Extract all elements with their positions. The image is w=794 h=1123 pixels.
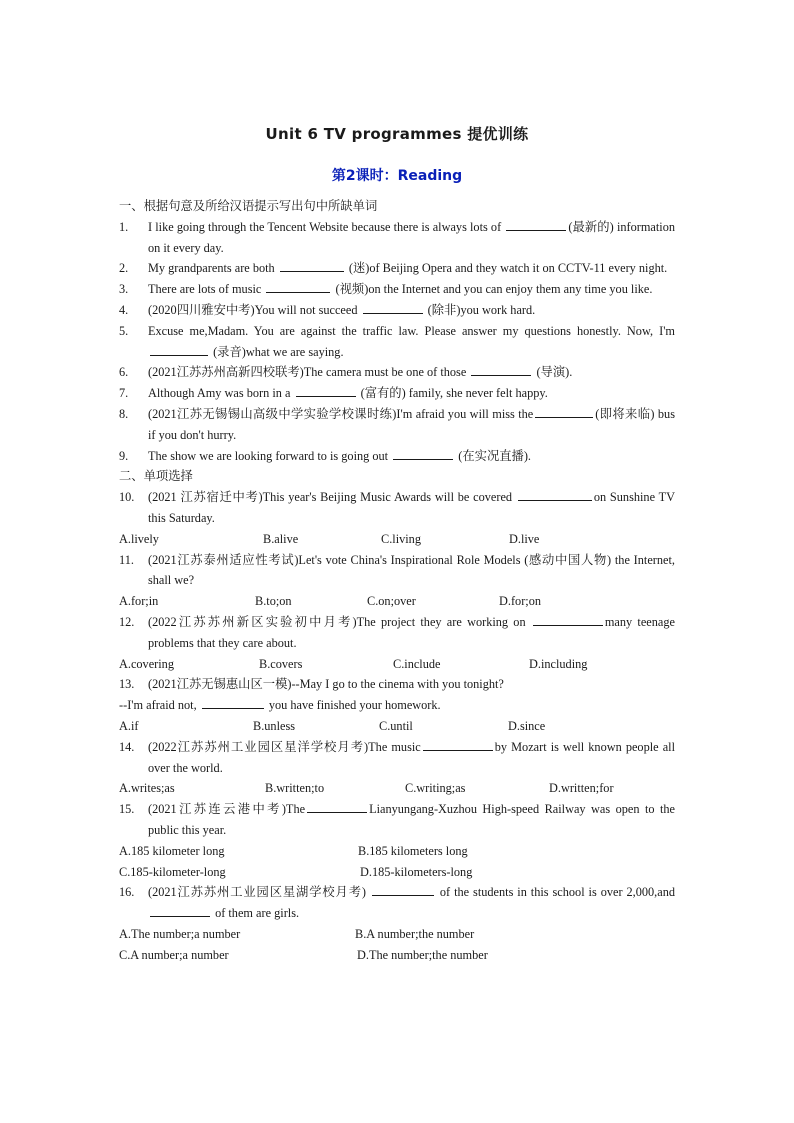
question-2: 2. My grandparents are both (迷)of Beijing Opera and they watch it on CCTV-11 every night. <box>119 258 675 279</box>
answer-blank[interactable] <box>533 612 603 626</box>
option-d[interactable]: D.for;on <box>499 594 542 609</box>
question-13: 13. (2021江苏无锡惠山区一模)--May I go to the cinema with you tonight? <box>119 677 504 692</box>
answer-blank[interactable] <box>518 487 592 501</box>
question-13-line-2: --I'm afraid not, you have finished your homework. <box>119 695 675 716</box>
options-14 <box>119 778 675 799</box>
option-c[interactable]: C.185-kilometer-long <box>119 864 226 879</box>
question-14: 14. (2022江苏苏州工业园区星洋学校月考)The music by Mozart is well known people all over the world. <box>119 737 675 779</box>
option-a[interactable]: A.185 kilometer long <box>119 843 225 858</box>
option-b[interactable]: B.185 kilometers long <box>358 843 468 858</box>
answer-blank[interactable] <box>372 882 434 896</box>
question-7: 7. Although Amy was born in a (富有的) family, she never felt happy. <box>119 383 675 404</box>
page-title: Unit 6 TV programmes 提优训练 <box>265 125 529 143</box>
question-6: 6. (2021江苏苏州高新四校联考)The camera must be one of those (导演). <box>119 362 675 383</box>
options-16b <box>119 945 675 966</box>
option-c[interactable]: C.until <box>379 718 413 733</box>
answer-blank[interactable] <box>471 362 531 376</box>
answer-blank[interactable] <box>150 903 210 917</box>
answer-blank[interactable] <box>150 342 208 356</box>
option-a[interactable]: A.if <box>119 718 139 733</box>
option-a[interactable]: A.for;in <box>119 594 159 609</box>
option-b[interactable]: B.written;to <box>265 781 325 796</box>
option-b[interactable]: B.to;on <box>255 594 292 609</box>
option-a[interactable]: A.covering <box>119 656 174 671</box>
options-12 <box>119 654 675 675</box>
options-11 <box>119 591 675 612</box>
section-heading-choice: 二、单项选择 <box>119 469 193 484</box>
answer-blank[interactable] <box>363 300 423 314</box>
option-c[interactable]: C.living <box>381 531 421 546</box>
option-a[interactable]: A.lively <box>119 531 159 546</box>
answer-blank[interactable] <box>307 799 367 813</box>
option-d[interactable]: D.live <box>509 531 540 546</box>
options-16a <box>119 924 675 945</box>
option-a[interactable]: A.writes;as <box>119 781 175 796</box>
option-d[interactable]: D.since <box>508 718 546 733</box>
exercise-content <box>119 196 675 965</box>
question-3: 3. There are lots of music (视频)on the Internet and you can enjoy them any time you like. <box>119 279 675 300</box>
option-d[interactable]: D.written;for <box>549 781 614 796</box>
lesson-subtitle: 第2课时：Reading <box>331 168 463 184</box>
option-b[interactable]: B.alive <box>263 531 299 546</box>
question-10: 10. (2021 江苏宿迁中考)This year's Beijing Music Awards will be covered on Sunshine TV this Saturday. <box>119 487 675 529</box>
options-15a <box>119 841 675 862</box>
option-a[interactable]: A.The number;a number <box>119 926 241 941</box>
option-d[interactable]: D.including <box>529 656 588 671</box>
question-8: 8. (2021江苏无锡锡山高级中学实验学校课时练)I'm afraid you will miss the (即将来临) bus if you don't hurry. <box>119 404 675 446</box>
option-c[interactable]: C.A number;a number <box>119 947 229 962</box>
answer-blank[interactable] <box>506 217 566 231</box>
answer-blank[interactable] <box>535 404 593 418</box>
question-1: 1. I like going through the Tencent Website because there is always lots of (最新的) information on it every day. <box>119 217 675 259</box>
answer-blank[interactable] <box>202 695 264 709</box>
answer-blank[interactable] <box>280 258 344 272</box>
answer-blank[interactable] <box>266 279 330 293</box>
question-5: 5. Excuse me,Madam. You are against the traffic law. Please answer my questions honestly. Now, I'm (录音)what we are saying. <box>119 323 675 359</box>
question-15: 15. (2021江苏连云港中考)The Lianyungang-Xuzhou High-speed Railway was open to the public this year. <box>119 799 675 841</box>
question-11: 11. (2021江苏泰州适应性考试)Let's vote China's Inspirational Role Models (感动中国人物) the Internet, shall we? <box>119 552 675 588</box>
question-16: 16. (2021江苏苏州工业园区星湖学校月考) of the students in this school is over 2,000,and of them are girls. <box>119 882 675 924</box>
option-c[interactable]: C.writing;as <box>405 781 466 796</box>
options-15b <box>119 862 675 883</box>
question-9: 9. The show we are looking forward to is going out (在实况直播). <box>119 446 675 467</box>
option-d[interactable]: D.The number;the number <box>357 947 488 962</box>
options-10 <box>119 529 675 550</box>
options-13 <box>119 716 675 737</box>
option-b[interactable]: B.A number;the number <box>355 926 475 941</box>
section-heading-vocab: 一、根据句意及所给汉语提示写出句中所缺单词 <box>119 199 378 213</box>
option-b[interactable]: B.unless <box>253 718 296 733</box>
option-d[interactable]: D.185-kilometers-long <box>360 864 473 879</box>
answer-blank[interactable] <box>393 446 453 460</box>
answer-blank[interactable] <box>423 737 493 751</box>
question-12: 12. (2022江苏苏州新区实验初中月考)The project they are working on many teenage problems that they care about. <box>119 612 675 654</box>
question-4: 4. (2020四川雅安中考)You will not succeed (除非)you work hard. <box>119 300 675 321</box>
answer-blank[interactable] <box>296 383 356 397</box>
option-b[interactable]: B.covers <box>259 656 303 671</box>
option-c[interactable]: C.on;over <box>367 594 416 609</box>
option-c[interactable]: C.include <box>393 656 441 671</box>
